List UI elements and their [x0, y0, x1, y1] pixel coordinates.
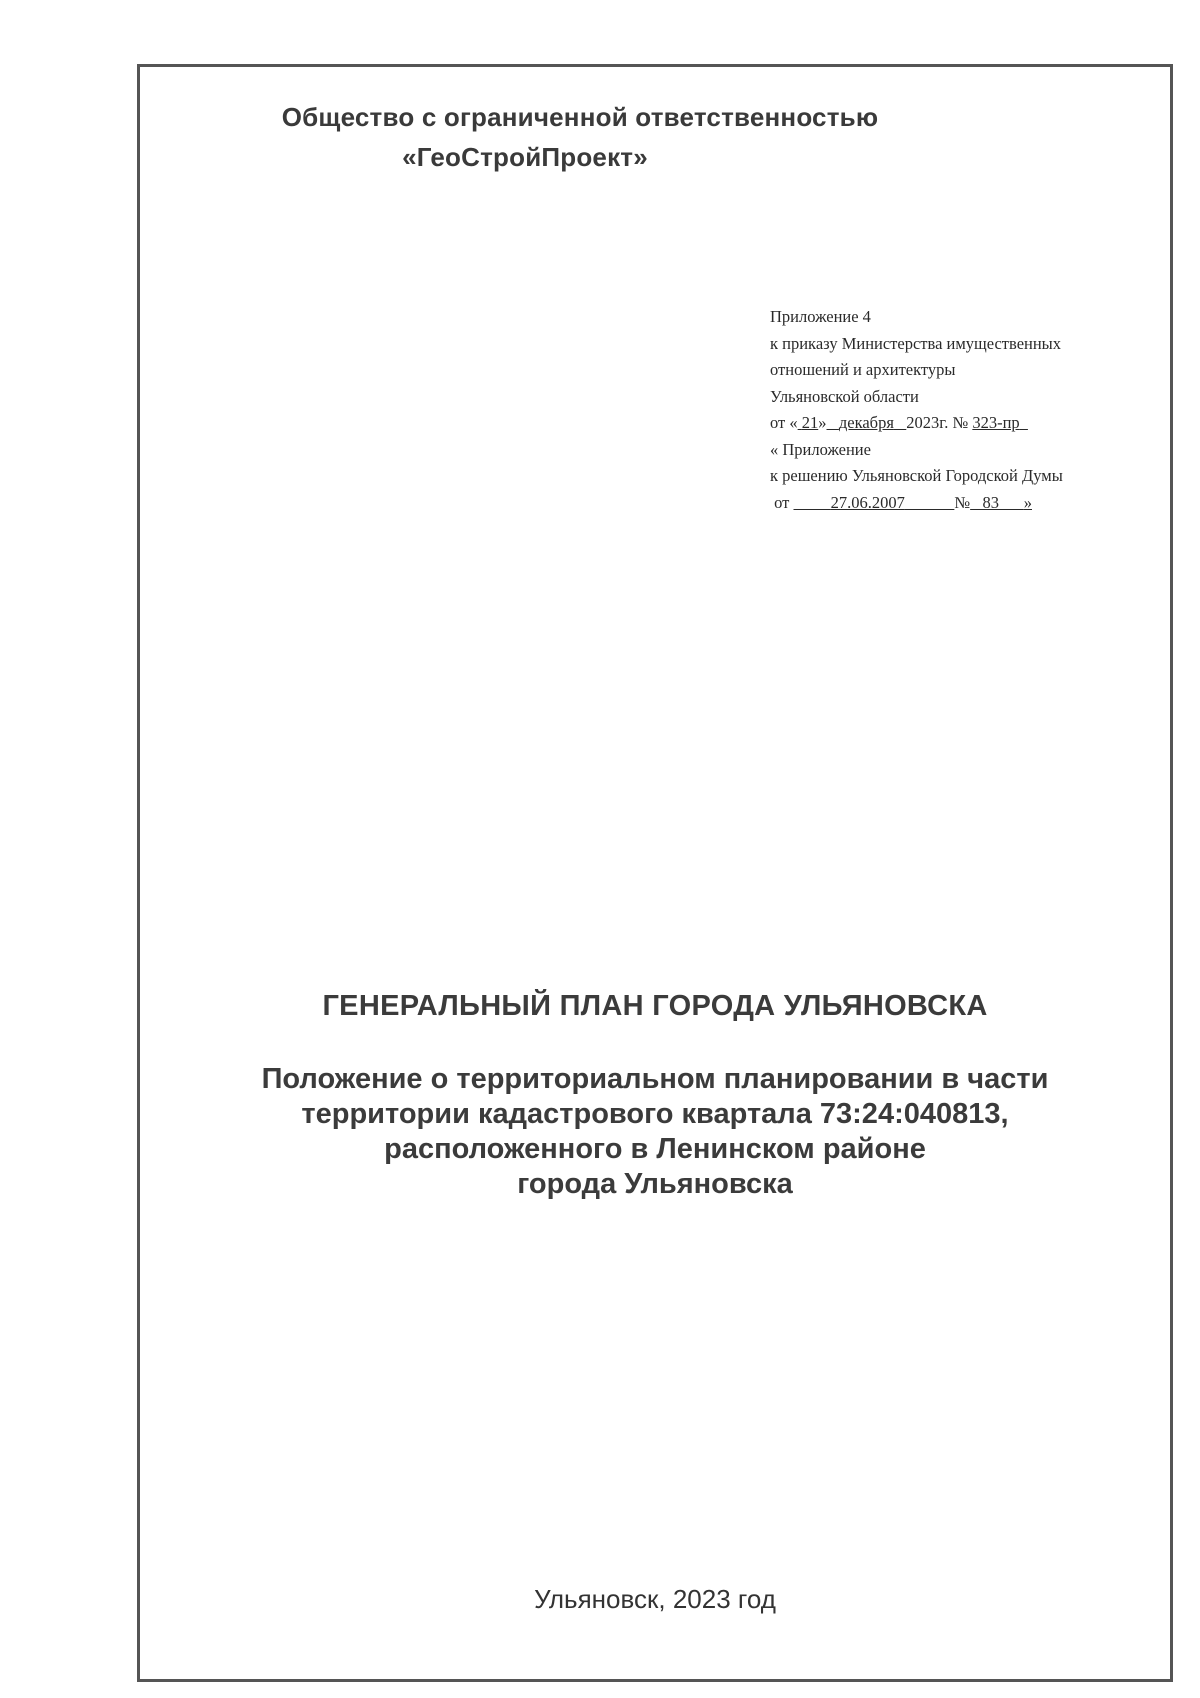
document-title: ГЕНЕРАЛЬНЫЙ ПЛАН ГОРОДА УЛЬЯНОВСКА	[322, 990, 988, 1022]
decision-date: 27.06.2007	[830, 492, 905, 512]
decision-number: 83 »	[982, 492, 1032, 512]
order-number: 323-пр	[972, 413, 1020, 432]
appendix-line: к решению Ульяновской Городской Думы	[770, 466, 1063, 485]
order-date-mid: »	[818, 413, 827, 432]
subtitle-line: территории кадастрового квартала 73:24:040813,	[301, 1098, 1009, 1130]
appendix-line: Ульяновской области	[770, 386, 919, 406]
appendix-line: к приказу Министерства имущественных	[770, 333, 1062, 353]
appendix-line: Приложение 4	[770, 307, 871, 326]
decision-number-label: №	[954, 492, 971, 512]
decision-date-line	[770, 490, 1150, 517]
order-month: декабря	[838, 413, 894, 432]
subtitle-line: расположенного в Ленинском районе	[384, 1133, 926, 1165]
organization-name: Общество с ограниченной ответственностью	[281, 102, 879, 132]
organization-brand: «ГеоСтройПроект»	[402, 142, 648, 172]
subtitle-line: Положение о территориальном планировании в части	[261, 1063, 1049, 1095]
appendix-line: отношений и архитектуры	[770, 360, 956, 379]
document-subtitle	[140, 1062, 1170, 1202]
subtitle-line: города Ульяновска	[517, 1168, 793, 1200]
order-year: 2023г. №	[906, 413, 969, 432]
appendix-line: « Приложение	[770, 439, 871, 459]
appendix-block	[770, 304, 1150, 516]
decision-date-prefix: от	[774, 492, 790, 512]
place-and-year: Ульяновск, 2023 год	[534, 1584, 776, 1614]
order-date-prefix: от «	[770, 413, 798, 432]
order-date-line	[770, 410, 1150, 437]
order-day: 21	[801, 413, 819, 432]
